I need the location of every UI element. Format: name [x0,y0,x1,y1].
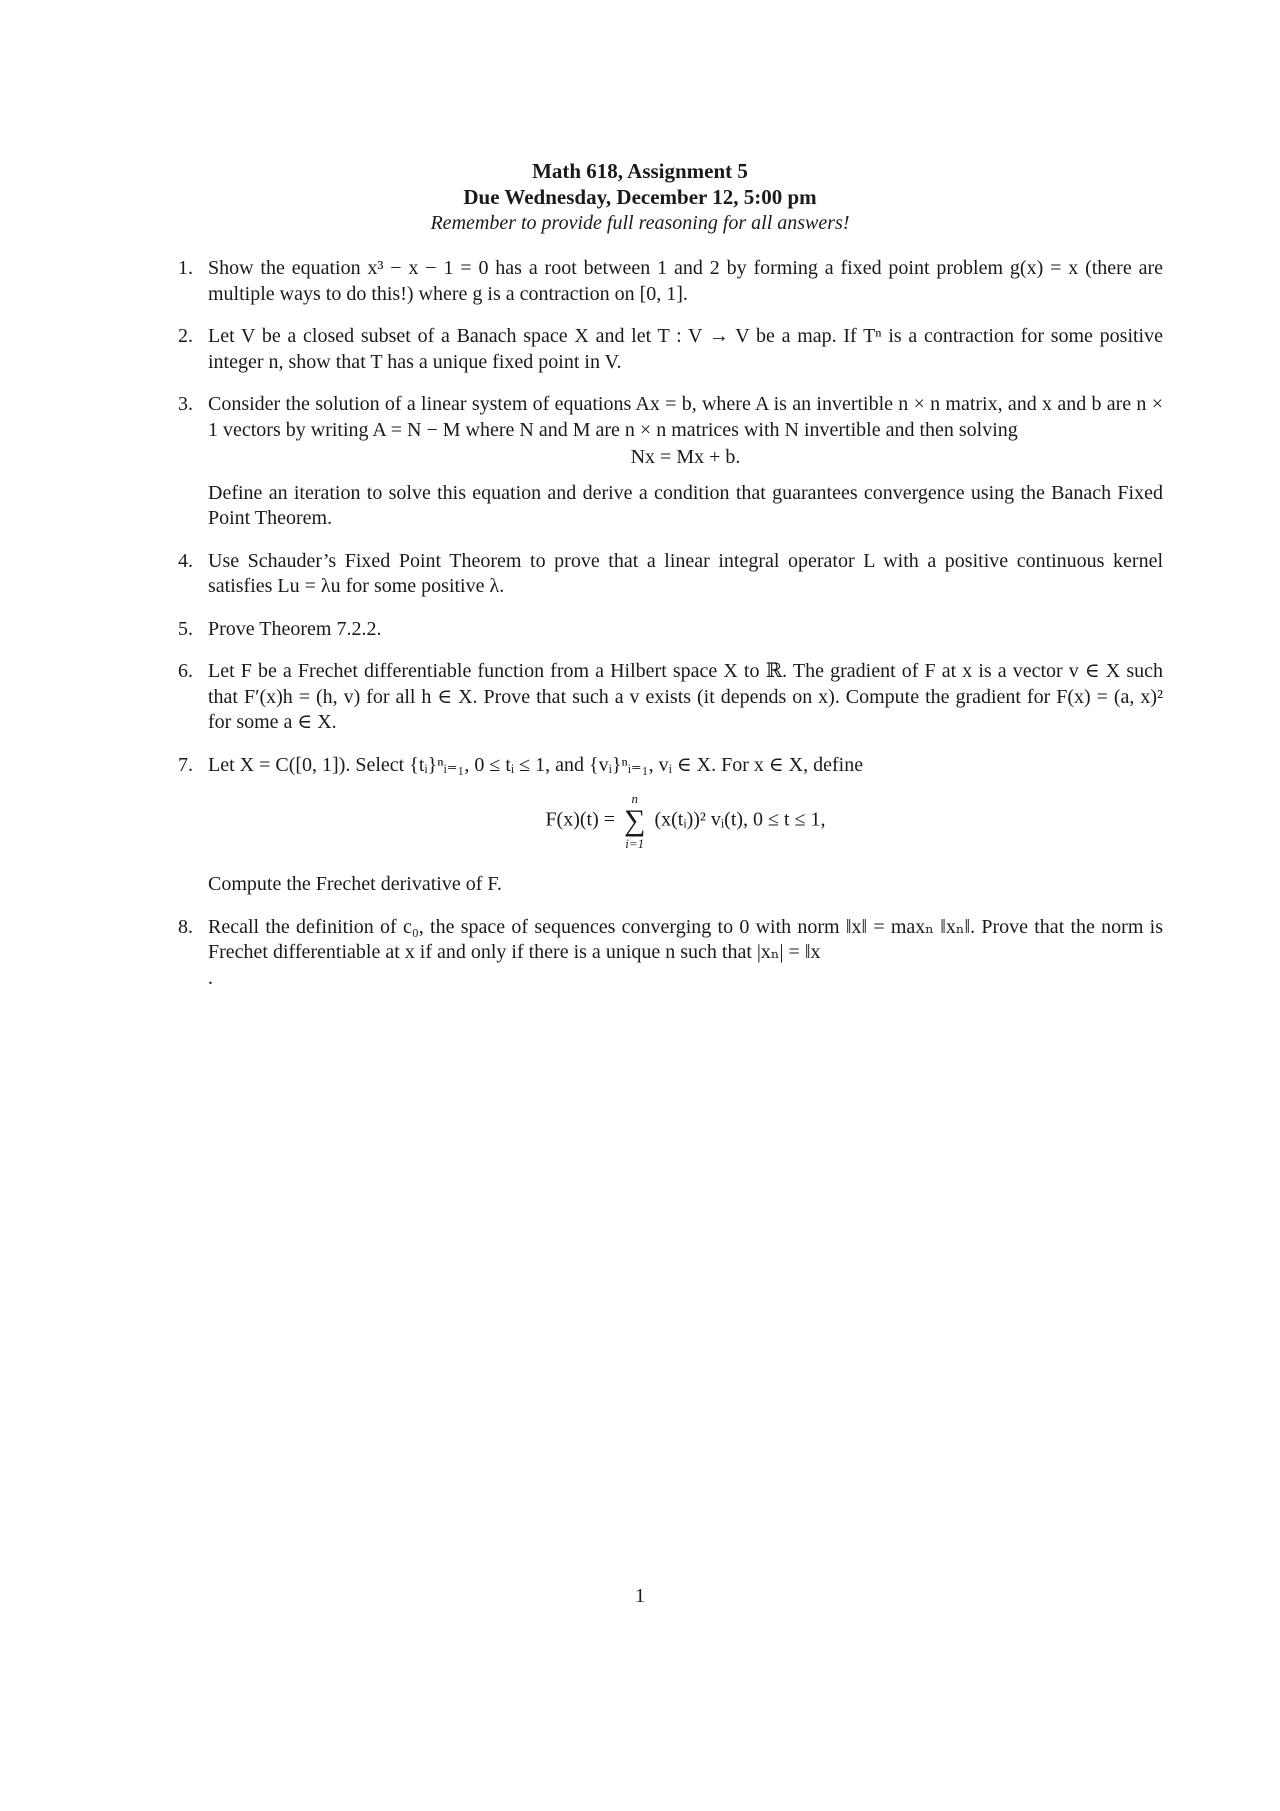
sigma-symbol: ∑ [624,804,646,837]
problem-text: Recall the definition of c₀, the space of sequences converging to 0 with norm ‖x‖ = maxₙ ‖xₙ‖. Prove that the norm is Frechet differentiable at x if and only if there is a unique n such that |xₙ| = ‖x [208,915,1163,963]
problem-text: Let X = C([0, 1]). Select {tᵢ}ⁿᵢ₌₁, 0 ≤ tᵢ ≤ 1, and {vᵢ}ⁿᵢ₌₁, vᵢ ∈ X. For x ∈ X, define [208,753,864,776]
trailing-dot: . [208,966,213,989]
display-equation [208,792,1163,850]
problem-8 [178,915,1163,992]
problem-text: Let F be a Frechet differentiable function from a Hilbert space X to ℝ. The gradient of F at x is a vector v ∈ X such that F′(x)h = (h, v) for all h ∈ X. Prove that such a v exists (it depends on x). Compute the gradient for F(x) = (a, x)² for some a ∈ X. [208,660,1163,733]
problem-1 [178,256,1163,307]
problem-number: 2. [178,325,193,347]
problem-6 [178,659,1163,736]
equation-right: (x(tᵢ))² vᵢ(t), 0 ≤ t ≤ 1, [654,808,826,831]
problem-text: Use Schauder’s Fixed Point Theorem to prove that a linear integral operator L with a positive continuous kernel satisfies Lu = λu for some positive λ. [208,549,1163,597]
problem-number: 1. [178,257,193,279]
problem-5 [178,617,1163,643]
problem-4 [178,549,1163,600]
problem-text-continued: Define an iteration to solve this equation and derive a condition that guarantees convergence using the Banach Fixed Point Theorem. [208,481,1163,529]
problem-text: Let V be a closed subset of a Banach space X and let T : V → V be a map. If Tⁿ is a contraction for some positive integer n, show that T has a unique fixed point in V. [208,325,1163,373]
sum-upper-limit: n [631,791,638,806]
page-number: 1 [635,1585,645,1607]
problem-number: 3. [178,393,193,415]
problem-number: 4. [178,549,193,572]
problem-number: 6. [178,660,193,682]
problem-3 [178,392,1163,532]
display-equation: Nx = Mx + b. [630,446,741,468]
problem-number: 5. [178,617,193,640]
equation-left: F(x)(t) = [545,808,616,831]
problem-7 [178,753,1163,898]
problem-number: 7. [178,753,193,776]
problem-list [178,256,1163,1008]
summation-operator [624,792,645,850]
assignment-title: Math 618, Assignment 5 [532,159,748,183]
sum-lower-limit: i=1 [625,836,645,851]
problem-2 [178,324,1163,375]
reasoning-note: Remember to provide full reasoning for all answers! [430,212,850,234]
problem-number: 8. [178,915,193,938]
assignment-header [0,158,1280,236]
problem-text: Prove Theorem 7.2.2. [208,617,382,640]
problem-text: Show the equation x³ − x − 1 = 0 has a root between 1 and 2 by forming a fixed point problem g(x) = x (there are multiple ways to do this!) where g is a contraction on [0, 1]. [208,257,1163,305]
problem-text: Consider the solution of a linear system of equations Ax = b, where A is an invertible n × n matrix, and x and b are n × 1 vectors by writing A = N − M where N and M are n × n matrices with N invertible and then solving [208,393,1163,441]
due-date: Due Wednesday, December 12, 5:00 pm [463,185,817,209]
problem-text-continued: Compute the Frechet derivative of F. [208,873,502,895]
